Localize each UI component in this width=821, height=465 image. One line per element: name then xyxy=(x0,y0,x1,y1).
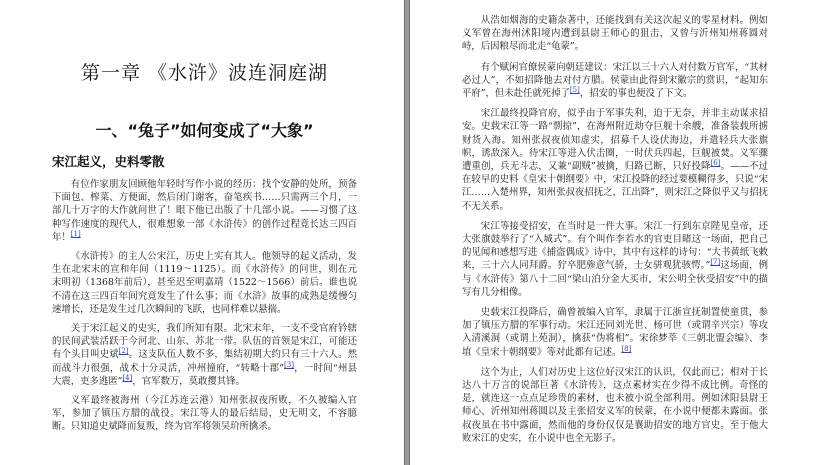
paragraph-text: 有位作家朋友回顾他年轻时写作小说的经历：找个安静的处所，预备下面包、榨菜、方便面，然后闭门谢客，奋笔疾书……只需两三个月，一部几十万字的大作就问世了！眼下他已出版了十几部小说。——习惯了这种写作速度的现代人，很难想象一部《水浒传》的创作过程竟长达三四百年！ xyxy=(52,179,357,243)
right-page-paragraphs xyxy=(462,14,768,452)
paragraph xyxy=(462,61,768,101)
left-page xyxy=(0,0,405,465)
paragraph xyxy=(462,366,768,445)
paragraph-text: 关于宋江起义的史实，我们所知有限。北宋末年，一支不受官府钤辖的民间武装活跃于今河北、山东、苏北一带。队伍的首领是宋江，可能还有个头目叫史斌 xyxy=(52,323,357,361)
paragraph-text: 宋江最终投降官府，似乎由于军事失利，迫于无奈，并非主动谋求招安。史载宋江等一路“剽掠”，在海州附近劫夺巨舰十余艘，准备装载所掳财货入海。知州张叔夜侦知虚实，招募千人设伏海边，并遣轻兵大张旗帜，诱敌深入。待宋江等进入伏击圈，一时伏兵四起，巨舰被焚。义军骤遭重创，兵无斗志，又兼“副贼”被擒，归路已断，只好投降 xyxy=(462,108,768,173)
footnote-link[interactable]: [5] xyxy=(569,85,580,94)
paragraph-text: 。这支队伍人数不多，集结初期大约只有三十六人。然而战斗力很强，战术十分灵活，冲州撞府，“转略十郡” xyxy=(52,349,357,374)
paragraph xyxy=(52,178,357,244)
paragraph-text: ，一时间“州县大震，吏多逃匿” xyxy=(52,362,358,387)
footnote-link[interactable]: [4] xyxy=(122,373,133,382)
subsection-title: 宋江起义，史料零散 xyxy=(52,154,165,169)
paragraph-text: 有个赋闲官僚侯蒙向朝廷建议：宋江以三十六人对付数万官军，“其材必过人”，不如招降他去对付方腊。侯蒙由此得到宋徽宗的赏识，“起知东平府”，但未赴任就死掉了 xyxy=(462,61,768,100)
footnote-link[interactable]: [8] xyxy=(621,344,632,353)
paragraph-text: 。——不过在较早的史料《皇宋十朝纲要》中，宋江投降的经过要模糊得多，只说“宋江……入楚州界，知州张叔夜招抚之，江出降”，则宋江之降似乎又与招抚不无关系。 xyxy=(462,161,768,212)
section-title: 一、“兔子”如何变成了“大象” xyxy=(95,121,314,140)
paragraph-text: 这个为止，人们对历史上这位好汉宋江的认识，仅此而已；相对于长达八十万言的说部巨著《水浒传》，这点素材实在少得不成比例。奇怪的是，就连这一点点足珍贵的素材，也未被小说全部利用。例如沭阳县尉王师心、沂州知州蒋圆以及主张招安义军的侯蒙，在小说中便都未露面。张叔夜虽在书中露面，然而他的身份仅仅是襄助招安的地方官史。至于他大败宋江的史实，在小说中也全无影子。 xyxy=(462,366,768,444)
paragraph-text: 这场面，例与《水浒传》第八十二回“梁山泊分金大买市，宋公明全伙受招安”中的描写有几分相像。 xyxy=(462,260,768,298)
paragraph xyxy=(52,394,357,434)
footnote-link[interactable]: [1] xyxy=(70,229,81,238)
footnote-link[interactable]: [3] xyxy=(284,360,294,369)
paragraph-text: 宋江等接受招安，在当时是一件大事。宋江一行到东京陛见皇帝，还大张旗鼓举行了“入城式”。有个叫作李若水的官吏目睹这一场面，把自己的见闻和感想写进《捕盗偶成》诗中，其中有这样的诗句：“大书黄纸飞敕来，三十六人同拜爵。狞卒肥骖意气骄，士女骈观犹骇愕。” xyxy=(462,220,768,272)
paragraph-text: ，招安的事也便没了下文。 xyxy=(579,88,693,100)
paragraph-text: 从浩如烟海的史籍杂著中，还能找到有关这次起义的零星材料。例如义军曾在海州沭阳境内遭到县尉王师心的狙击，又曾与沂州知州蒋圆对峙，后因粮尽而北走“龟蒙”。 xyxy=(462,15,768,53)
paragraph xyxy=(462,220,768,299)
paragraph xyxy=(52,250,357,316)
paragraph xyxy=(462,306,768,359)
paragraph xyxy=(52,322,357,388)
footnote-link[interactable]: [7] xyxy=(710,258,721,267)
right-page xyxy=(409,0,821,465)
paragraph xyxy=(462,14,768,54)
footnote-link[interactable]: [6] xyxy=(710,158,721,167)
footnote-link[interactable]: [2] xyxy=(118,347,129,356)
paragraph xyxy=(462,107,768,213)
paragraph-text: 《水浒传》的主人公宋江，历史上实有其人。他领导的起义活动，发生在北宋末的宣和年间（1119～1125）。而《水浒传》的问世，则在元末明初（1368年前后），甚至迟至明嘉靖（1522～1566）前后。谁也说不清在这三四百年间究竟发生了什么事；而《水浒》故事的成熟是缓慢匀速增长，还是发生过几次瞬间的飞跃，也同样难以悬揣。 xyxy=(52,251,357,315)
paragraph-text: 史载宋江投降后，确曾被编入官军，隶属于江浙宣抚制置使童贯，参加了镇压方腊的军事行动。宋江还同刘光世、杨可世（或谓辛兴宗）等攻入清溪洞（或谓上苑洞），擒获“伪将相”。宋徐梦莘《三朝北盟会编》、李埴《皇宋十朝纲要》等对此都有记述。 xyxy=(462,307,768,358)
paragraph-text: ，官军数万，莫敢撄其锋。 xyxy=(132,375,245,387)
left-page-paragraphs xyxy=(52,178,357,440)
chapter-title: 第一章 《水浒》波连洞庭湖 xyxy=(80,62,329,84)
paragraph-text: 义军最终被海州（今江苏连云港）知州张叔夜所败，不久被编入官军，参加了镇压方腊的战役。宋江等人的最后结局，史无明文，不容臆断。只知道史斌降而复叛，终为官军将领吴玠所擒杀。 xyxy=(52,395,357,433)
